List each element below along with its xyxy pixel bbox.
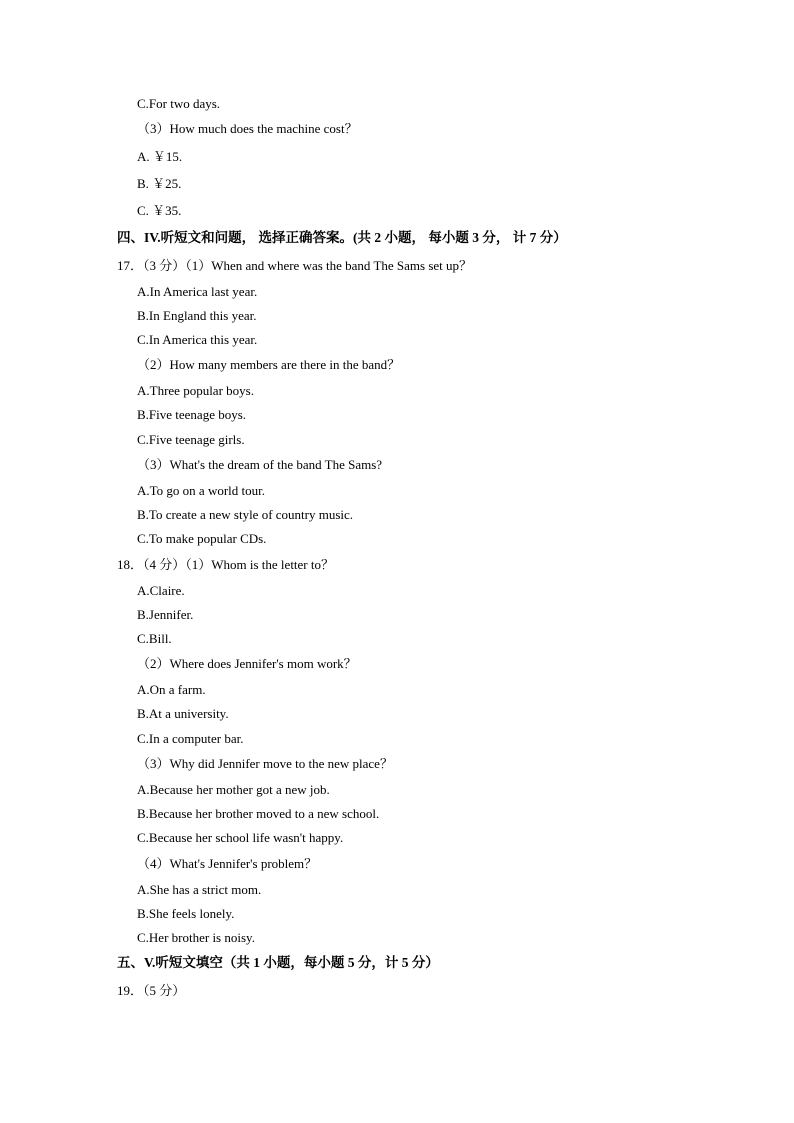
option-line: A. ￥15. (137, 149, 183, 164)
option-line: B.To create a new style of country music. (137, 507, 354, 522)
question-line: 19．（5 分） (117, 983, 186, 998)
option-line: C.Her brother is noisy. (137, 930, 255, 945)
option-line: B.Five teenage boys. (137, 407, 247, 422)
option-line: B.Jennifer. (137, 607, 194, 622)
question-line: 17．（3 分）（1）When and where was the band The Sams set up？ (117, 258, 473, 273)
sub-question-line: （4）What's Jennifer's problem？ (137, 856, 318, 871)
option-line: B.At a university. (137, 706, 229, 721)
option-line: A.On a farm. (137, 682, 206, 697)
sub-question-line: （2）Where does Jennifer's mom work？ (137, 656, 357, 671)
option-line: C.Five teenage girls. (137, 432, 245, 447)
section-heading: 四、IV.听短文和问题， 选择正确答案。(共 2 小题， 每小题 3 分， 计 7 分） (117, 230, 567, 245)
option-line: A.Three popular boys. (137, 383, 254, 398)
option-line: C. ￥35. (137, 203, 182, 218)
option-line: A.Because her mother got a new job. (137, 782, 330, 797)
option-line: A.In America last year. (137, 284, 258, 299)
sub-question-line: （3）How much does the machine cost？ (137, 121, 358, 136)
question-line: 18．（4 分）（1）Whom is the letter to？ (117, 557, 335, 572)
option-line: A.She has a strict mom. (137, 882, 262, 897)
option-line: C.In a computer bar. (137, 731, 244, 746)
sub-question-line: （2）How many members are there in the band？ (137, 357, 401, 372)
option-line: C.Because her school life wasn't happy. (137, 830, 344, 845)
option-line: C.Bill. (137, 631, 172, 646)
sub-question-line: （3）What's the dream of the band The Sams? (137, 457, 383, 472)
sub-question-line: （3）Why did Jennifer move to the new place？ (137, 756, 393, 771)
section-heading: 五、V.听短文填空（共 1 小题，每小题 5 分，计 5 分） (117, 955, 439, 970)
option-line: C.In America this year. (137, 332, 258, 347)
option-line: B.Because her brother moved to a new school. (137, 806, 380, 821)
option-line: B. ￥25. (137, 176, 182, 191)
option-line: B.She feels lonely. (137, 906, 235, 921)
option-line: A.Claire. (137, 583, 185, 598)
option-line: C.For two days. (137, 96, 221, 111)
option-line: B.In England this year. (137, 308, 257, 323)
option-line: C.To make popular CDs. (137, 531, 267, 546)
option-line: A.To go on a world tour. (137, 483, 265, 498)
